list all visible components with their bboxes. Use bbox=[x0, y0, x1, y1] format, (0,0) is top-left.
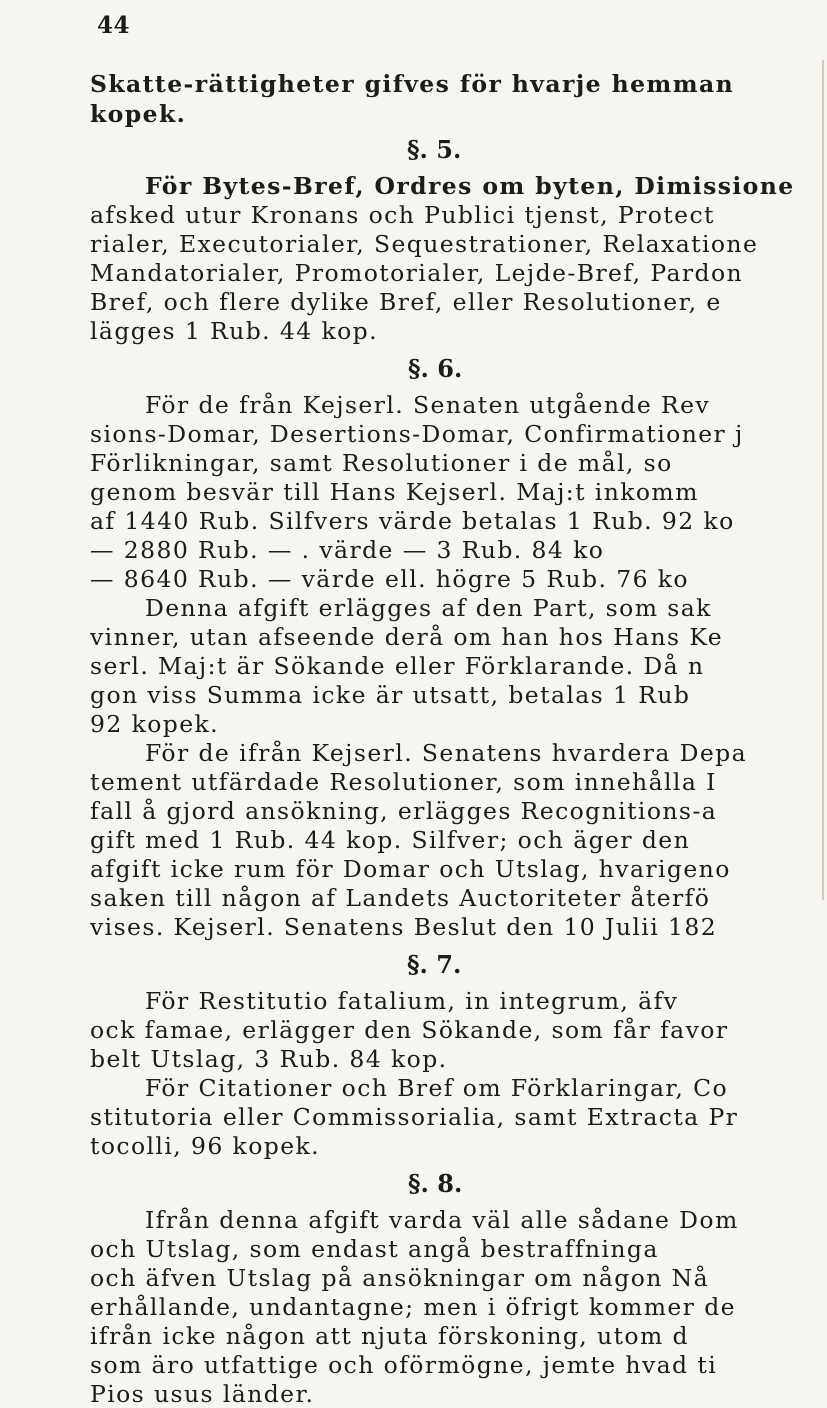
text-line: belt Utslag, 3 Rub. 84 kop. bbox=[90, 1045, 448, 1073]
text-line: kopek. bbox=[90, 100, 187, 128]
text-line: vises. Kejserl. Senatens Beslut den 10 Julii 182 bbox=[90, 913, 718, 941]
text-line: af 1440 Rub. Silfvers värde betalas 1 Rub. 92 ko bbox=[90, 507, 735, 535]
text-line: afgift icke rum för Domar och Utslag, hvarigeno bbox=[90, 855, 731, 883]
page-edge-shadow bbox=[822, 60, 824, 900]
text-line: och Utslag, som endast angå bestraffninga bbox=[90, 1235, 659, 1263]
text-line: sions-Domar, Desertions-Domar, Confirmationer j bbox=[90, 420, 744, 448]
text-line: serl. Maj:t är Sökande eller Förklarande. Då n bbox=[90, 652, 705, 680]
text-line: Bref, och flere dylike Bref, eller Resolutioner, e bbox=[90, 288, 722, 316]
text-line: Mandatorialer, Promotorialer, Lejde-Bref, Pardon bbox=[90, 259, 744, 287]
text-line: ifrån icke någon att njuta förskoning, utom d bbox=[90, 1322, 689, 1350]
section-heading: §. 7. bbox=[407, 950, 462, 979]
text-line: För Bytes-Bref, Ordres om byten, Dimissione bbox=[145, 172, 795, 200]
text-line: gon viss Summa icke är utsatt, betalas 1 Rub bbox=[90, 681, 691, 709]
text-line: och äfven Utslag på ansökningar om någon Nå bbox=[90, 1264, 710, 1292]
text-line: — 2880 Rub. — . värde — 3 Rub. 84 ko bbox=[90, 536, 605, 564]
text-line: — 8640 Rub. — värde ell. högre 5 Rub. 76 ko bbox=[90, 565, 689, 593]
page-number: 44 bbox=[97, 12, 131, 39]
text-line: Förlikningar, samt Resolutioner i de mål, so bbox=[90, 449, 673, 477]
text-line: afsked utur Kronans och Publici tjenst, Protect bbox=[90, 201, 715, 229]
text-line: För de från Kejserl. Senaten utgående Rev bbox=[145, 391, 711, 419]
text-line: ock famae, erlägger den Sökande, som får favor bbox=[90, 1016, 729, 1044]
text-line: 92 kopek. bbox=[90, 710, 220, 738]
text-line: För de ifrån Kejserl. Senatens hvardera Depa bbox=[145, 739, 748, 767]
text-line: För Restitutio fatalium, in integrum, äfv bbox=[145, 987, 679, 1015]
text-line: lägges 1 Rub. 44 kop. bbox=[90, 317, 378, 345]
text-line: Pios usus länder. bbox=[90, 1380, 315, 1408]
text-line: Ifrån denna afgift varda väl alle sådane Dom bbox=[145, 1206, 739, 1234]
text-line: tocolli, 96 kopek. bbox=[90, 1132, 321, 1160]
section-heading: §. 8. bbox=[408, 1169, 463, 1198]
text-line: erhållande, undantagne; men i öfrigt kommer de bbox=[90, 1293, 736, 1321]
text-line: genom besvär till Hans Kejserl. Maj:t inkomm bbox=[90, 478, 699, 506]
text-line: vinner, utan afseende derå om han hos Hans Ke bbox=[90, 623, 724, 651]
text-line: stitutoria eller Commissorialia, samt Extracta Pr bbox=[90, 1103, 739, 1131]
section-heading: §. 6. bbox=[408, 354, 463, 383]
text-line: Skatte-rättigheter gifves för hvarje hemman bbox=[90, 70, 735, 98]
text-line: tement utfärdade Resolutioner, som innehålla I bbox=[90, 768, 717, 796]
text-line: Denna afgift erlägges af den Part, som sak bbox=[145, 594, 712, 622]
text-line: som äro utfattige och oförmögne, jemte hvad ti bbox=[90, 1351, 718, 1379]
text-line: För Citationer och Bref om Förklaringar, Co bbox=[145, 1074, 729, 1102]
text-line: saken till någon af Landets Auctoriteter återfö bbox=[90, 884, 711, 912]
text-line: fall å gjord ansökning, erlägges Recognitions-a bbox=[90, 797, 718, 825]
text-line: gift med 1 Rub. 44 kop. Silfver; och äger den bbox=[90, 826, 691, 854]
section-heading: §. 5. bbox=[407, 135, 462, 164]
text-line: rialer, Executorialer, Sequestrationer, Relaxatione bbox=[90, 230, 759, 258]
